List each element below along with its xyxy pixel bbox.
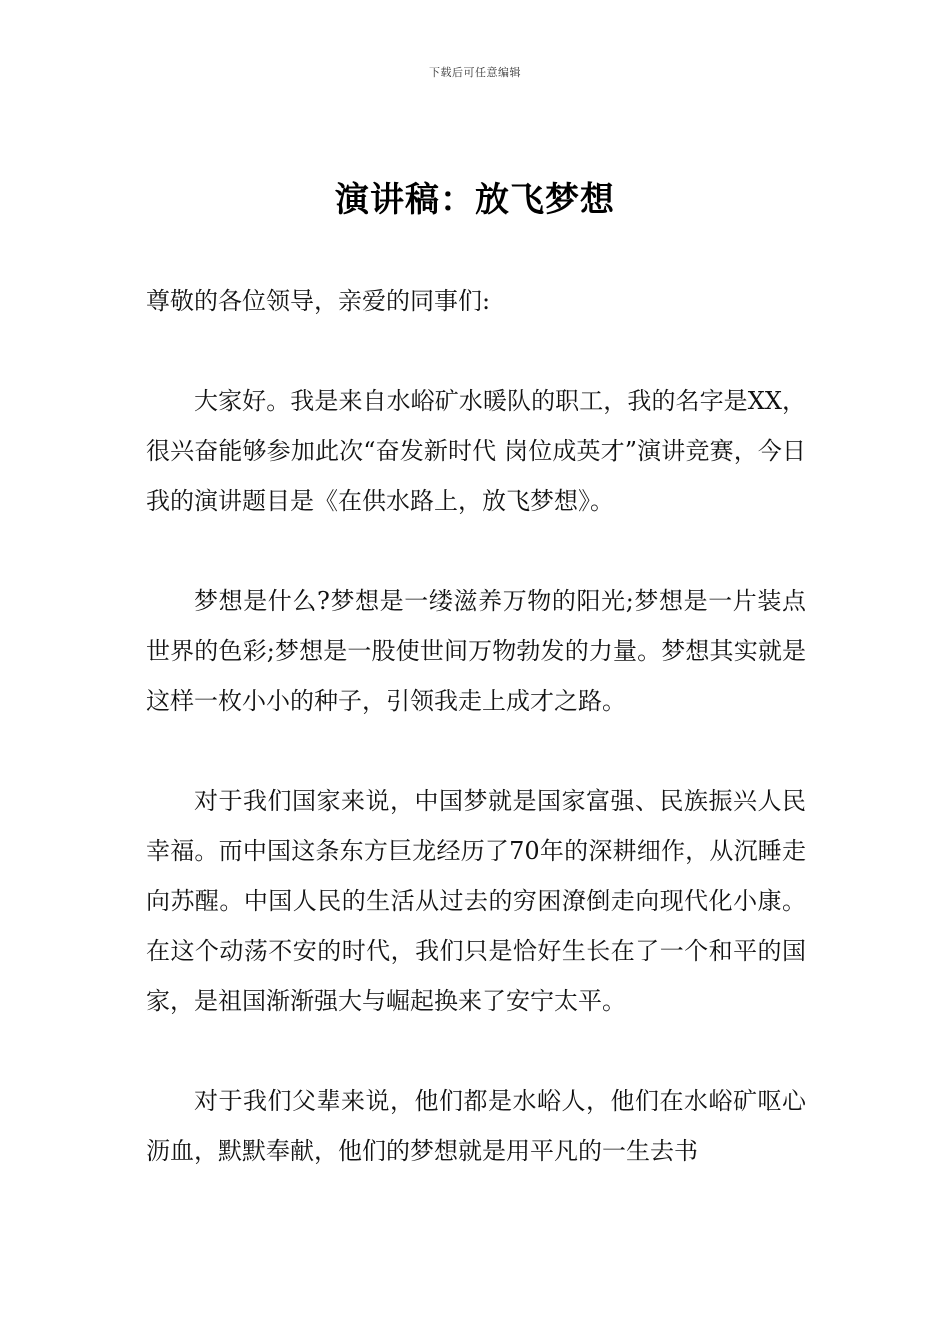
header-note: 下载后可任意编辑 (429, 66, 521, 79)
paragraph: 对于我们父辈来说，他们都是水峪人，他们在水峪矿呕心沥血，默默奉献，他们的梦想就是用平凡的一生去书 (146, 1087, 806, 1165)
greeting: 尊敬的各位领导，亲爱的同事们: (146, 287, 491, 315)
paragraph: 对于我们国家来说，中国梦就是国家富强、民族振兴人民幸福。而中国这条东方巨龙经历了70年的深耕细作，从沉睡走向苏醒。中国人民的生活从过去的穷困潦倒走向现代化小康。在这个动荡不安的时代，我们只是恰好生长在了一个和平的国家，是祖国渐渐强大与崛起换来了安宁太平。 (146, 787, 806, 1015)
document-body (146, 276, 806, 1176)
page-title: 演讲稿：放飞梦想 (335, 180, 615, 220)
paragraph: 大家好。我是来自水峪矿水暖队的职工，我的名字是XX，很兴奋能够参加此次“奋发新时代 岗位成英才”演讲竞赛，今日我的演讲题目是《在供水路上，放飞梦想》。 (146, 387, 806, 515)
paragraph: 梦想是什么?梦想是一缕滋养万物的阳光;梦想是一片装点世界的色彩;梦想是一股使世间万物勃发的力量。梦想其实就是这样一枚小小的种子，引领我走上成才之路。 (146, 587, 806, 715)
